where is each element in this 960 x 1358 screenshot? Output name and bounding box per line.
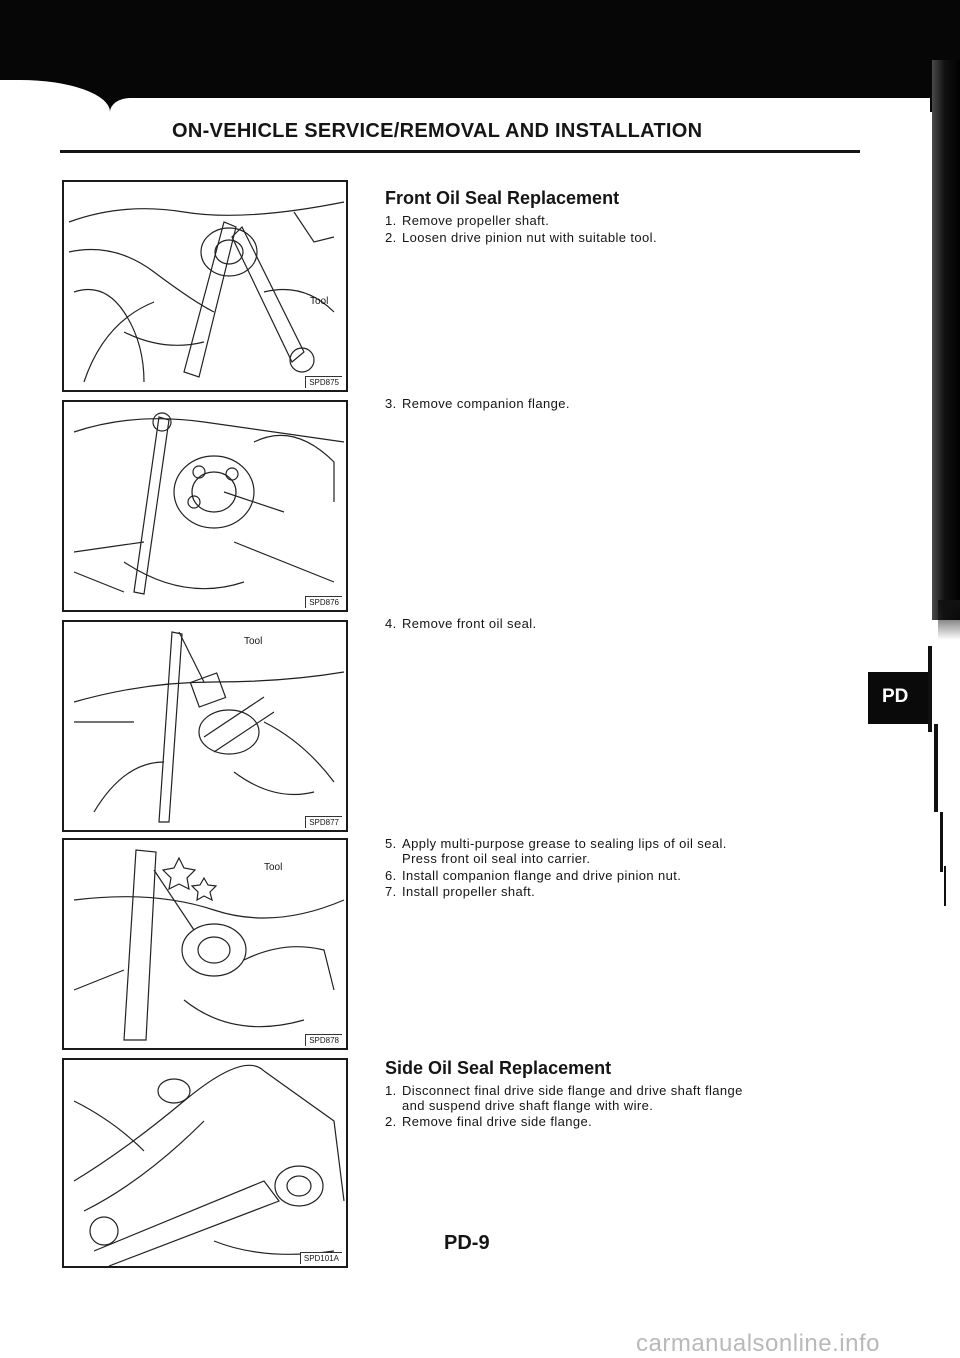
flange-puller-drawing bbox=[64, 402, 346, 610]
header-rule bbox=[60, 150, 860, 153]
seal-puller-drawing bbox=[64, 622, 346, 830]
step-number: 6. bbox=[385, 868, 397, 883]
step-item bbox=[385, 616, 537, 631]
step-number: 3. bbox=[385, 396, 397, 411]
step-item bbox=[385, 230, 657, 245]
tab-label: PD bbox=[882, 686, 909, 707]
step-text: Loosen drive pinion nut with suitable tool. bbox=[402, 230, 657, 245]
section-title-side-oil-seal: Side Oil Seal Replacement bbox=[385, 1058, 612, 1078]
side-flange-drawing bbox=[64, 1060, 346, 1268]
tab-edge-line bbox=[928, 646, 932, 732]
figure-spd876 bbox=[62, 400, 348, 612]
band-curve bbox=[0, 80, 110, 120]
section-tab-pd bbox=[868, 672, 928, 724]
tool-label: Tool bbox=[310, 296, 329, 307]
step-text: Install propeller shaft. bbox=[402, 884, 536, 899]
step-number: 1. bbox=[385, 213, 397, 228]
figure-id-label: SPD877 bbox=[305, 816, 342, 828]
tab-edge-line bbox=[944, 866, 946, 906]
page-number: PD-9 bbox=[444, 1232, 490, 1254]
step-number: 7. bbox=[385, 884, 397, 899]
step-text: Install companion flange and drive pinion nut. bbox=[402, 868, 682, 883]
step-number: 2. bbox=[385, 1114, 397, 1129]
right-scan-edge bbox=[932, 60, 960, 620]
step-number: 5. bbox=[385, 836, 397, 851]
page-header-title: ON-VEHICLE SERVICE/REMOVAL AND INSTALLATION bbox=[172, 120, 703, 142]
figure-id-label: SPD876 bbox=[305, 596, 342, 608]
step-item bbox=[385, 884, 535, 899]
step-number: 4. bbox=[385, 616, 397, 631]
top-black-band bbox=[0, 0, 960, 112]
tab-edge-line bbox=[940, 812, 943, 872]
tab-edge-line bbox=[934, 724, 938, 812]
step-item bbox=[385, 1114, 592, 1129]
tool-label: Tool bbox=[264, 862, 283, 873]
step-item bbox=[385, 868, 681, 883]
figure-spd878 bbox=[62, 838, 348, 1050]
step-item bbox=[385, 836, 727, 866]
step-item bbox=[385, 396, 570, 411]
watermark: carmanualsonline.info bbox=[636, 1330, 880, 1357]
step-text: Remove companion flange. bbox=[402, 396, 570, 411]
figure-id-label: SPD878 bbox=[305, 1034, 342, 1046]
section-title-front-oil-seal: Front Oil Seal Replacement bbox=[385, 188, 620, 208]
wrench-on-pinion-nut-drawing bbox=[64, 182, 346, 390]
step-continuation: Press front oil seal into carrier. bbox=[402, 851, 591, 866]
step-number: 1. bbox=[385, 1083, 397, 1098]
figure-spd101a bbox=[62, 1058, 348, 1268]
step-item bbox=[385, 213, 549, 228]
figure-spd875 bbox=[62, 180, 348, 392]
step-text: Remove final drive side flange. bbox=[402, 1114, 593, 1129]
figure-id-label: SPD875 bbox=[305, 376, 342, 388]
figure-spd877 bbox=[62, 620, 348, 832]
step-continuation: and suspend drive shaft flange with wire. bbox=[402, 1098, 654, 1113]
tool-label: Tool bbox=[244, 636, 263, 647]
seal-installer-drawing bbox=[64, 840, 346, 1048]
right-scan-edge-fade bbox=[938, 600, 960, 640]
step-text: Remove front oil seal. bbox=[402, 616, 537, 631]
step-item bbox=[385, 1083, 743, 1113]
band-edge bbox=[110, 98, 930, 118]
step-text: Apply multi-purpose grease to sealing lips of oil seal. bbox=[402, 836, 727, 851]
figure-id-label: SPD101A bbox=[300, 1252, 342, 1264]
step-text: Disconnect final drive side flange and drive shaft flange bbox=[402, 1083, 743, 1098]
step-number: 2. bbox=[385, 230, 397, 245]
step-text: Remove propeller shaft. bbox=[402, 213, 550, 228]
